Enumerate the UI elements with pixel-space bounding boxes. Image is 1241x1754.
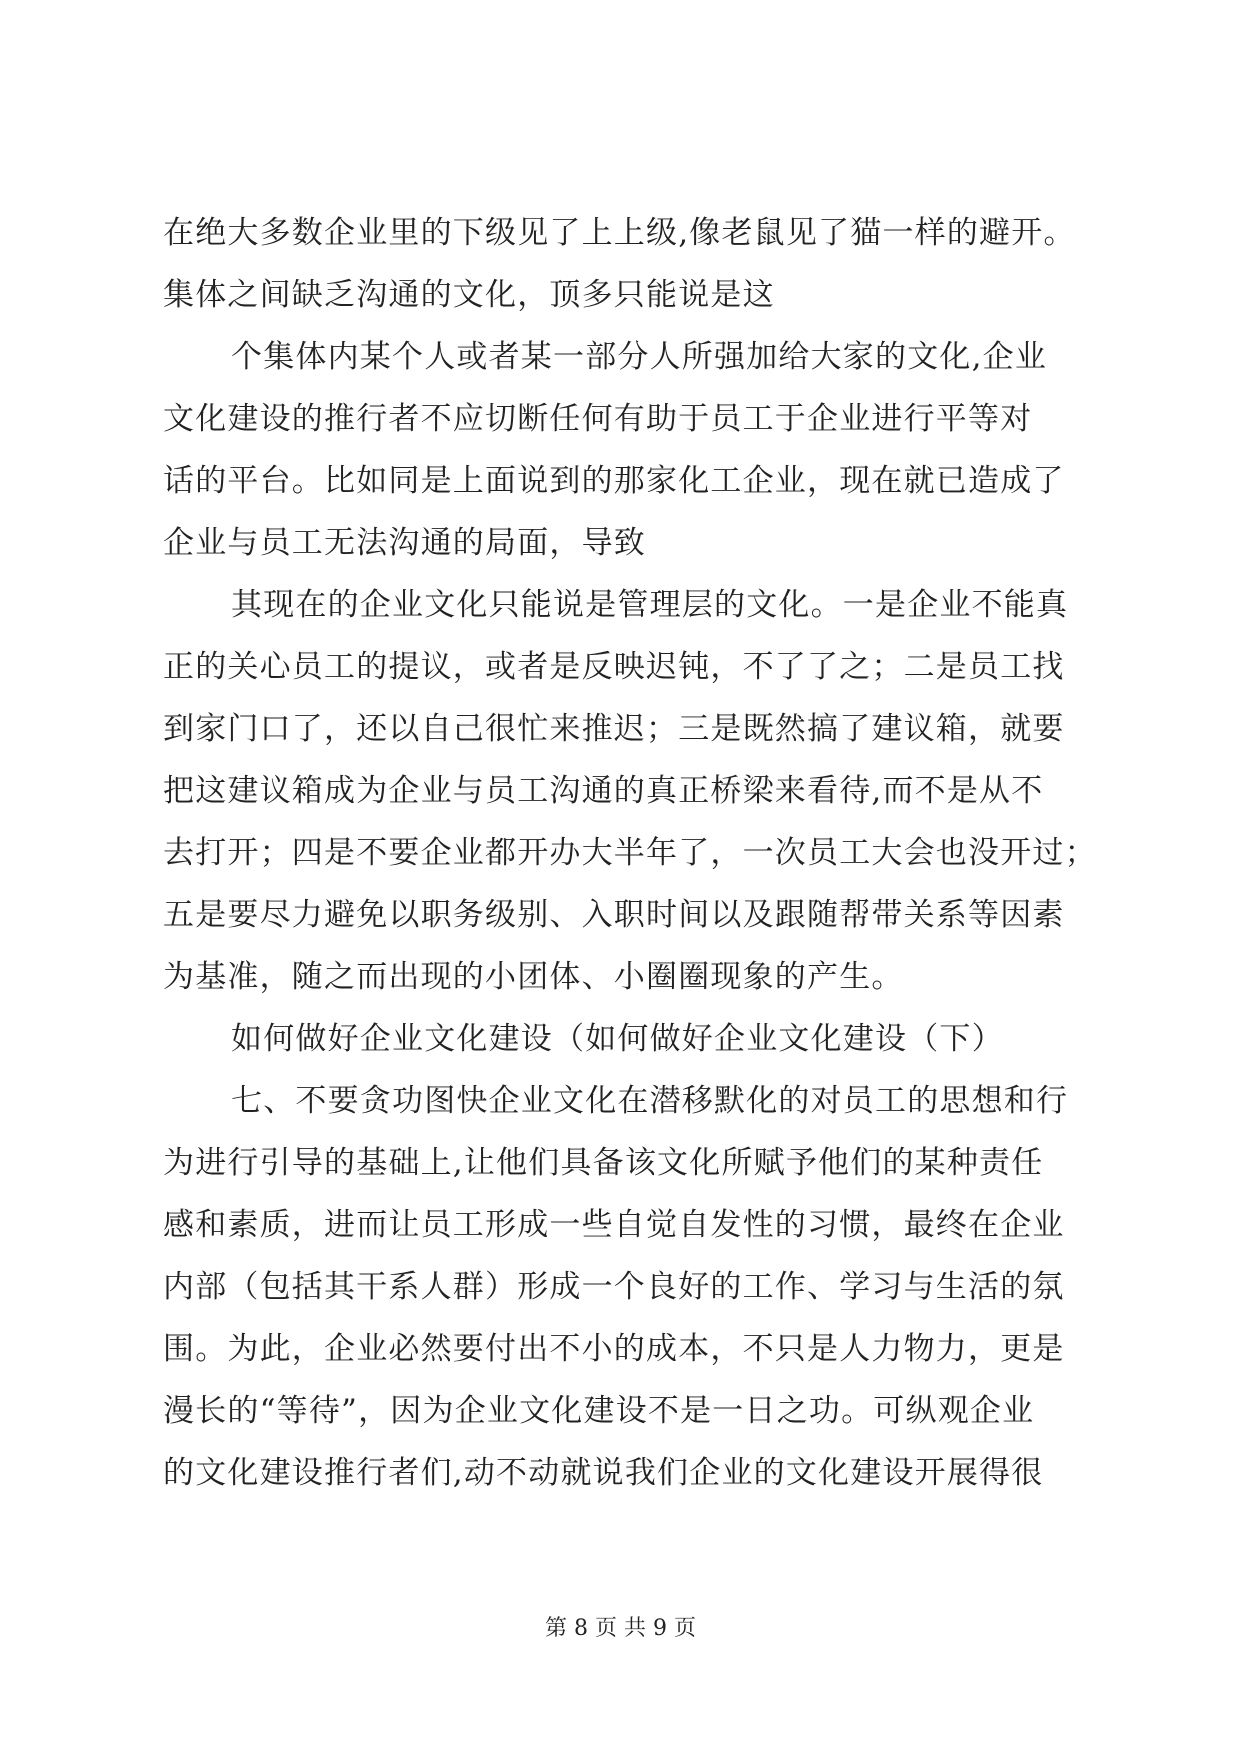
text-line: 的文化建设推行者们,动不动就说我们企业的文化建设开展得很 (163, 1455, 1044, 1491)
text-line: 围。为此，企业必然要付出不小的成本，不只是人力物力，更是 (163, 1331, 1065, 1367)
text-line: 个集体内某个人或者某一部分人所强加给大家的文化,企业 (231, 339, 1048, 375)
text-line: 到家门口了，还以自己很忙来推迟；三是既然搞了建议箱，就要 (163, 711, 1065, 747)
page-number-footer: 第 8 页 共 9 页 (545, 1616, 696, 1641)
text-line: 在绝大多数企业里的下级见了上上级,像老鼠见了猫一样的避开。 (163, 215, 1076, 251)
text-line: 为进行引导的基础上,让他们具备该文化所赋予他们的某种责任 (163, 1145, 1044, 1181)
body-text (163, 202, 1123, 1504)
text-line: 五是要尽力避免以职务级别、入职时间以及跟随帮带关系等因素 (163, 897, 1065, 933)
text-line: 话的平台。比如同是上面说到的那家化工企业，现在就已造成了 (163, 463, 1065, 499)
text-line: 七、不要贪功图快企业文化在潜移默化的对员工的思想和行 (231, 1083, 1069, 1119)
text-line: 如何做好企业文化建设（如何做好企业文化建设（下） (231, 1021, 1004, 1057)
text-line: 漫长的“等待”，因为企业文化建设不是一日之功。可纵观企业 (163, 1393, 1035, 1429)
text-line: 把这建议箱成为企业与员工沟通的真正桥梁来看待,而不是从不 (163, 773, 1044, 809)
text-line: 为基准，随之而出现的小团体、小圈圈现象的产生。 (163, 959, 904, 995)
text-line: 去打开；四是不要企业都开办大半年了，一次员工大会也没开过； (163, 835, 1097, 871)
text-line: 文化建设的推行者不应切断任何有助于员工于企业进行平等对 (163, 401, 1033, 437)
text-line: 内部（包括其干系人群）形成一个良好的工作、学习与生活的氛 (163, 1269, 1065, 1305)
text-line: 感和素质，进而让员工形成一些自觉自发性的习惯，最终在企业 (163, 1207, 1065, 1243)
text-line: 企业与员工无法沟通的局面，导致 (163, 525, 646, 561)
text-line: 其现在的企业文化只能说是管理层的文化。一是企业不能真 (231, 587, 1069, 623)
text-line: 集体之间缺乏沟通的文化，顶多只能说是这 (163, 277, 775, 313)
text-line: 正的关心员工的提议，或者是反映迟钝，不了了之；二是员工找 (163, 649, 1065, 685)
